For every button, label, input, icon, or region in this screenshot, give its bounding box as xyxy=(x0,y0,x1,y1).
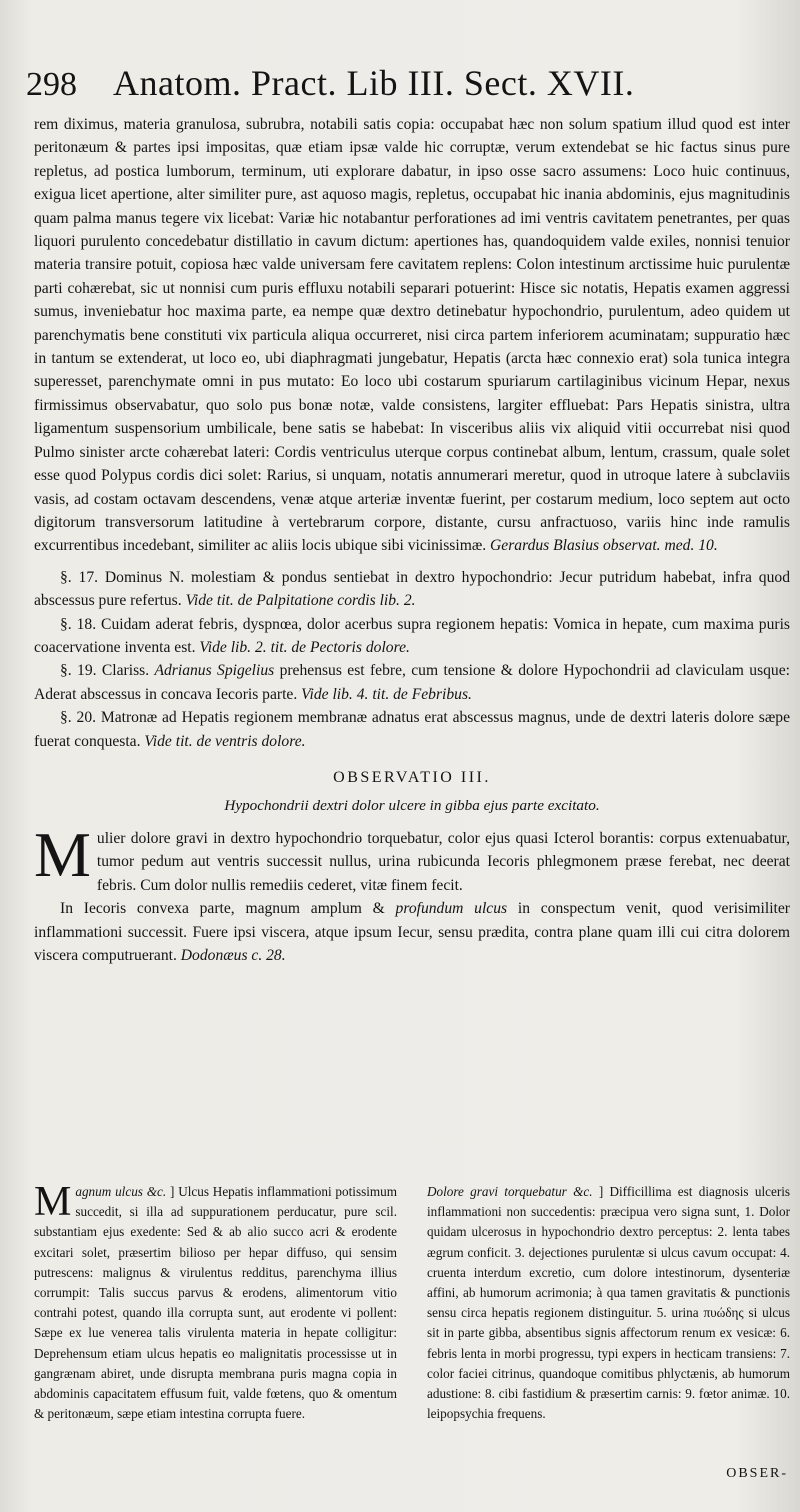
lemma: agnum ulcus &c. xyxy=(75,1184,167,1199)
drop-cap: M xyxy=(34,1179,72,1225)
cross-reference: Vide lib. 2. tit. de Pectoris dolore. xyxy=(199,638,410,656)
section-text: §. 20. Matronæ ad Hepatis regionem membranæ adnatus erat abscessus magnus, unde de dextri lateris dolore sæpe fuerat conquesta. xyxy=(34,709,790,750)
section-17 xyxy=(34,566,790,613)
commentary-right xyxy=(427,1182,790,1424)
observation-text: in conspectum venit, quod verisimiliter inflammationi successit. Fuere ipsi viscera, atque ipsum Iecur, sensu prædita, contra plane quam illi cui citra dolorem viscera computruerant. xyxy=(34,900,790,964)
author-name: Adrianus Spigelius xyxy=(154,662,275,680)
section-text: §. 17. Dominus N. molestiam & pondus sentiebat in dextro hypochondrio: Jecur putridum habebat, infra quod abscessus pure refertus. xyxy=(34,568,790,610)
catchword: OBSER- xyxy=(726,1466,788,1481)
section-text: §. 19. Clariss. xyxy=(60,662,150,680)
section-20 xyxy=(34,706,790,753)
section-text: prehensus est febre, cum tensione & dolore Hypochondrii ad claviculam usque: Aderat abscessus in concava Iecoris parte. xyxy=(34,662,790,703)
emphasis: profundum ulcus xyxy=(395,900,508,918)
lemma: Dolore gravi torquebatur &c. xyxy=(427,1184,593,1199)
cross-reference: Vide tit. de ventris dolore. xyxy=(144,732,306,750)
commentary-left-paragraph xyxy=(34,1179,397,1424)
observation-text: In Iecoris convexa parte, magnum amplum & xyxy=(60,900,385,918)
citation: Gerardus Blasius observat. med. 10. xyxy=(490,537,718,555)
section-18 xyxy=(34,613,790,660)
continued-paragraph xyxy=(34,113,790,558)
continued-paragraph-text: rem diximus, materia granulosa, subrubra, notabili satis copia: occupabat hæc non solum spatium illud quod est inter peritonæum & partes ipsi impositas, quæ etiam ipsæ valde hic corruptæ, verum extendebat se hic factus sinus pure repletus, ad postica lumborum, terminum, uti explorare dabatur, in ipso osse sacro assumens: Loco huic continuus, exigua licet apertione, alter similiter pure, ast aquoso magis, repletus, occupabat hic inania abdominis, ejus magnitudinis quam palma manus tegere vix licebat: Variæ hic notabantur perforationes ad imi ventris cavitatem penetrantes, per quas liquori purulento concedebatur distillatio in cavum dictum: apertiones has, quandoquidem valde exiles, nonnisi tenuior materia transire potuit, copiosa hæc valde universam fere cavitatem replens: Colon intestinum arctissime huic purulentæ parti cohærebat, sic ut nonnisi cum puris effluxu notabili separari potuerint: Hisce sic notatis, Hepatis examen aggressi sumus, inveniebatur hoc maxima parte, ea nempe quæ dextro detinebatur hypochondrio, purulentum, adeo quidem ut parenchymatis bene constituti vix particula aliqua occurreret, nisi circa partem inferiorem acuminatam; suppuratio hæc in tantum se extenderat, ut loco eo, ubi diaphragmati jungebatur, Hepatis (arcta hæc connexio erat) sola tunica integra superesset, parenchymate omni in pus mutato: Eo loco ubi costarum spuriarum cartilaginibus vicinum Hepar, nexus firmissimus observabatur, quo solo pus bonæ notæ, valde consistens, largiter effluebat: Pars Hepatis sinistra, ultra ligamentum suspensorium umbilicale, bene satis se habebat: In visceribus aliis vix aliquid vitii occurrebat nisi quod Pulmo sinister arcte cohærebat lateri: Cordis ventriculus uterque corpus continebat album, lentum, crassum, quale solet esse quod Polypus cordis dici solet: Rarius, si unquam, notatis annumerari meretur, quod in utroque latere à subclaviis vasis, ad costam octavam descendens, venæ atque arteriæ inventæ fuerint, per costarum medium, loco septem aut octo digitorum transversorum latitudine à vertebrarum corpore, distante, cursu anfractuoso, variis hinc inde ramulis excurrentibus incedebant, similiter ac aliis locis ubique sibi vicinissimæ. xyxy=(34,116,790,555)
commentary-right-paragraph xyxy=(427,1182,790,1424)
commentary-text: ] Difficillima est diagnosis ulceris inflammationi non succedentis: præcipua vero signa sunt, 1. Dolor quidam ulcerosus in hypochondrio dextro perceptus: 2. lenta tabes ægrum conficit. 3. dejectiones purulentæ si ulcus cavum occupat: 4. cruenta interdum excretio, cum dolore intestinorum, dysenteriæ affini, ab humorum acrimonia; à qua tamen gravitatis & punctionis sensu circa hepatis regionem distinguitur. 5. urina πυώδης si ulcus sit in parte gibba, absentibus signis affectorum renum ex vesicæ: 6. febris lenta in morbi progressu, typi expers in hecticam transiens: 7. color faciei citrinus, quandoque comitibus phlyctænis, ab humorum adustione: 8. cibi fastidium & præsertim carnis: 9. fœtor animæ. 10. leipopsychia frequens. xyxy=(427,1184,791,1422)
drop-cap: M xyxy=(34,818,91,890)
citation: Dodonæus c. 28. xyxy=(180,947,286,964)
page-number: 298 xyxy=(26,66,77,103)
commentary-left xyxy=(34,1179,397,1424)
observation-subtitle: Hypochondrii dextri dolor ulcere in gibba ejus parte excitato. xyxy=(224,796,600,814)
section-19 xyxy=(34,659,790,706)
cross-reference: Vide lib. 4. tit. de Febribus. xyxy=(301,685,472,703)
commentary-columns xyxy=(34,1179,791,1424)
commentary-text: ] Ulcus Hepatis inflammationi potissimum succedit, si illa ad suppurationem perducatur, pure scil. substantiam ejus exedente: Sed & ab alio succo acri & erodente excitari solet, præsertim bilioso per hepar diffuso, qui sensim putrescens: malignus & virulentus redditus, parenchyma illius corrumpit: Talis succus parvus & erodens, alimentorum vitio contrahi potest, quando illa corrupta sunt, aut erodente vi pollent: Sæpe ex lue venerea talis virulenta materia in hepate colligitur: Deprehensum etiam ulcus hepatis eo malignitatis processisse ut in gangrænam abiret, unde disrupta membrana puris magna copia in abdominis capacitatem effusum fuit, valde fœtens, quo & omentum & peritonæum, sæpe etiam intestina corrupta fuere. xyxy=(34,1184,397,1422)
page-header xyxy=(26,62,786,104)
running-head: Anatom. Pract. Lib III. Sect. XVII. xyxy=(113,63,635,103)
section-text: §. 18. Cuidam aderat febris, dyspnœa, dolor acerbus supra regionem hepatis: Vomica in hepate, cum maxima puris coacervatione inventa est. xyxy=(34,615,790,656)
cross-reference: Vide tit. de Palpitatione cordis lib. 2. xyxy=(185,592,416,610)
observation-heading: OBSERVATIO III. xyxy=(333,768,491,786)
observation-text: ulier dolore gravi in dextro hypochondrio torquebatur, color ejus quasi Icterol borantis: corpus extenuabatur, tumor pedum aut ventris successit nullus, urina rubicunda Iecoris phlegmonem præse ferebat, nec deerat febris. Cum dolor nullis remediis cederet, vitæ finem fecit. xyxy=(96,829,790,894)
observation-paragraph-2 xyxy=(34,897,790,967)
main-text xyxy=(34,113,790,967)
observation-paragraph-1 xyxy=(34,818,790,897)
